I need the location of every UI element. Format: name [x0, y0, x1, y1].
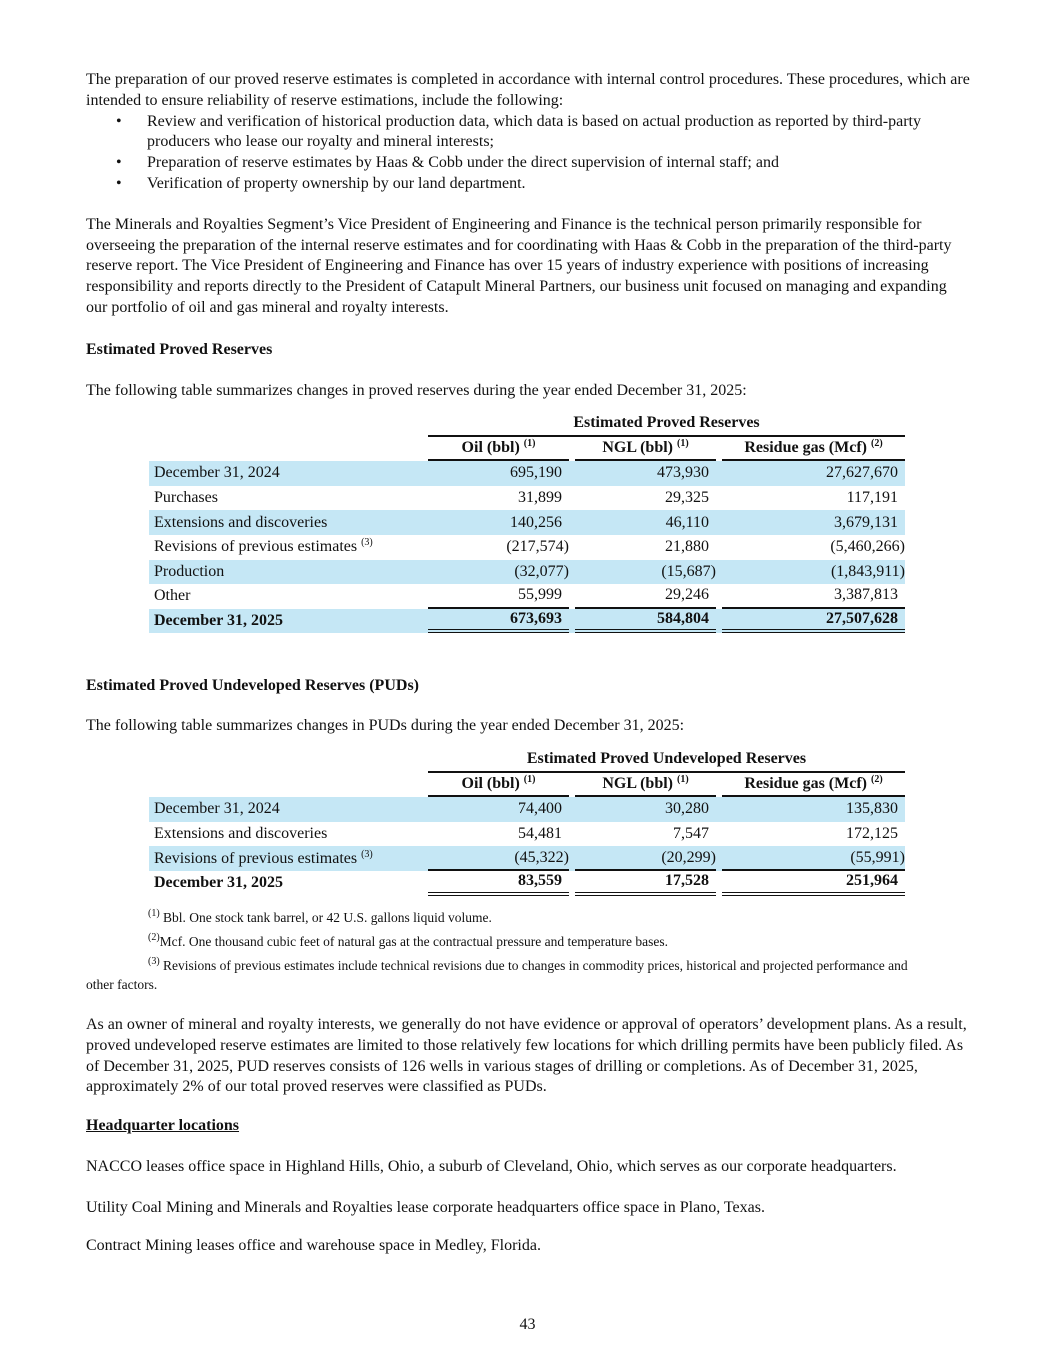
- table-row: December 31, 2024 695,190 473,930 27,627,670: [149, 461, 905, 486]
- intro-paragraph: The preparation of our proved reserve estimates is completed in accordance with internal control procedures. These procedures, which are intended to ensure reliability of reserve estimations, include the following:: [86, 71, 970, 109]
- list-item: • Preparation of reserve estimates by Haas & Cobb under the direct supervision of internal staff; and: [116, 153, 970, 174]
- table-group-header: Estimated Proved Reserves: [428, 412, 905, 437]
- column-header-oil: Oil (bbl) $^{(1)}$: [428, 437, 569, 462]
- table-total-row: December 31, 2025 83,559 17,528 251,964: [149, 871, 905, 896]
- table-row: December 31, 2024 74,400 30,280 135,830: [149, 797, 905, 822]
- pud-paragraph: As an owner of mineral and royalty interests, we generally do not have evidence or approval of operators’ development plans. As a result, proved undeveloped reserve estimates are limited to those relatively few locations for which drilling permits have been publicly filed. As of December 31, 2025, PUD reserves consists of 126 wells in various stages of drilling or completions. As of December 31, 2025, approximately 2% of our total proved reserves were classified as PUDs.: [86, 1016, 967, 1096]
- column-header-oil: Oil (bbl) $^{(1)}$: [428, 773, 569, 798]
- column-header-gas: Residue gas (Mcf) $^{(2)}$: [722, 437, 905, 462]
- proved-intro: The following table summarizes changes in proved reserves during the year ended December 31, 2025:: [86, 381, 747, 399]
- document-page: [86, 70, 970, 402]
- table-group-header: Estimated Proved Undeveloped Reserves: [428, 748, 905, 773]
- footnote-1: $^{(1)}$ Bbl. One stock tank barrel, or 42 U.S. gallons liquid volume.: [148, 908, 492, 925]
- column-header-ngl: NGL (bbl) $^{(1)}$: [575, 773, 716, 798]
- puds-intro: The following table summarizes changes in PUDs during the year ended December 31, 2025:: [86, 717, 685, 734]
- puds-table: [149, 748, 905, 896]
- column-header-ngl: NGL (bbl) $^{(1)}$: [575, 437, 716, 462]
- page-number: 43: [519, 1316, 536, 1333]
- table-row: Production (32,077) (15,687) (1,843,911): [149, 560, 905, 585]
- controls-list: [116, 112, 970, 195]
- puds-heading: Estimated Proved Undeveloped Reserves (PUDs): [86, 677, 419, 694]
- hq-paragraph: Utility Coal Mining and Minerals and Royalties lease corporate headquarters office space in Plano, Texas.: [86, 1199, 765, 1216]
- column-header-gas: Residue gas (Mcf) $^{(2)}$: [722, 773, 905, 798]
- list-item: • Verification of property ownership by our land department.: [116, 174, 970, 195]
- proved-heading: Estimated Proved Reserves: [86, 340, 273, 358]
- hq-paragraph: Contract Mining leases office and warehouse space in Medley, Florida.: [86, 1237, 541, 1254]
- hq-heading: Headquarter locations: [86, 1117, 240, 1134]
- footnote-3: $^{(3)}$ Revisions of previous estimates include technical revisions due to changes in commodity prices, historical and projected performance and other factors.: [86, 956, 908, 992]
- hq-paragraph: NACCO leases office space in Highland Hills, Ohio, a suburb of Cleveland, Ohio, which serves as our corporate headquarters.: [86, 1158, 897, 1175]
- table-row: Other 55,999 29,246 3,387,813: [149, 584, 905, 609]
- table-row: Extensions and discoveries 140,256 46,110 3,679,131: [149, 510, 905, 535]
- table-row: Revisions of previous estimates $^{(3)}$ (45,322) (20,299) (55,991): [149, 846, 905, 871]
- proved-reserves-table: [149, 412, 905, 633]
- list-item: • Review and verification of historical production data, which data is based on actual production as reported by third-party producers who lease our royalty and mineral interests;: [116, 112, 970, 154]
- table-row: Extensions and discoveries 54,481 7,547 172,125: [154, 825, 898, 843]
- table-row: Revisions of previous estimates $^{(3)}$ (217,574) 21,880 (5,460,266): [154, 537, 905, 556]
- table-total-row: December 31, 2025 673,693 584,804 27,507,628: [149, 609, 905, 634]
- footnote-2: $^{(2)}$Mcf. One thousand cubic feet of natural gas at the contractual pressure and temperature bases.: [148, 932, 668, 949]
- table-row: Purchases 31,899 29,325 117,191: [154, 489, 898, 507]
- vp-paragraph: The Minerals and Royalties Segment’s Vice President of Engineering and Finance is the technical person primarily responsible for overseeing the preparation of the internal reserve estimates and for coordinating with Haas & Cobb in the preparation of the third-party reserve report. The Vice President of Engineering and Finance has over 15 years of industry experience with positions of increasing responsibility and reports directly to the President of Catapult Mineral Partners, our business unit focused on managing and expanding our portfolio of oil and gas mineral and royalty interests.: [86, 215, 952, 316]
